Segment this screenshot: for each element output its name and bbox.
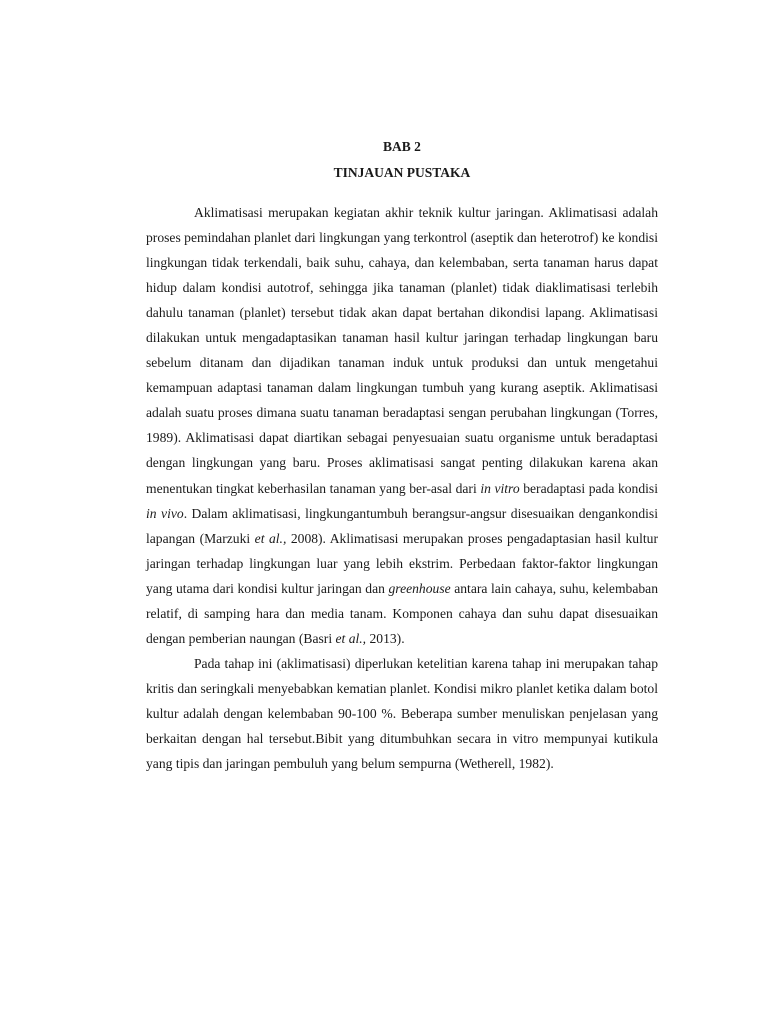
text-segment: . Dalam aklimatisasi, lingkungantumbuh berangsur-angsur disesuaikan dengankondisi lapangan (Marzuki — [146, 505, 658, 546]
document-page — [146, 134, 658, 776]
text-segment: 2008). Aklimatisasi merupakan proses pengadaptasian hasil kultur jaringan terhadap lingkungan luar yang lebih ekstrim. Perbedaan faktor-faktor lingkungan yang utama dari kondisi kultur jaringan dan — [146, 530, 658, 596]
text-segment: 2013). — [366, 630, 405, 646]
italic-term: et al., — [335, 630, 367, 646]
text-segment: beradaptasi pada kondisi — [519, 480, 658, 496]
italic-term: in vivo — [146, 505, 184, 521]
paragraph-2 — [146, 651, 658, 776]
chapter-number: BAB 2 — [383, 139, 421, 154]
text-segment: antara lain cahaya, suhu, kelembaban relatif, di samping hara dan media tanam. Komponen cahaya dan suhu dapat disesuaikan dengan pemberian naungan (Basri — [146, 580, 658, 646]
paragraph-1 — [146, 200, 658, 651]
chapter-title: TINJAUAN PUSTAKA — [333, 165, 471, 180]
italic-term: in vitro — [480, 480, 520, 496]
italic-term: greenhouse — [388, 580, 451, 596]
text-segment: Aklimatisasi merupakan kegiatan akhir teknik kultur jaringan. Aklimatisasi adalah proses pemindahan planlet dari lingkungan yang terkontrol (aseptik dan heterotrof) ke kondisi lingkungan tidak terkendali, baik suhu, cahaya, dan kelembaban, serta tanaman harus dapat hidup dalam kondisi autotrof, sehingga jika tanaman (planlet) tidak diaklimatisasi terlebih dahulu tanaman (planlet) tersebut tidak akan dapat bertahan dikondisi lapang. Aklimatisasi dilakukan untuk mengadaptasikan tanaman hasil kultur jaringan terhadap lingkungan baru sebelum ditanam dan dijadikan tanaman induk untuk produksi dan untuk mengetahui kemampuan adaptasi tanaman dalam lingkungan tumbuh yang kurang aseptik. Aklimatisasi adalah suatu proses dimana suatu tanaman beradaptasi sengan perubahan lingkungan (Torres, 1989). Aklimatisasi dapat diartikan sebagai penyesuaian suatu organisme untuk beradaptasi dengan lingkungan yang baru. Proses aklimatisasi sangat penting dilakukan karena akan menentukan tingkat keberhasilan tanaman yang ber-asal dari — [146, 205, 658, 496]
italic-term: et al., — [254, 530, 287, 546]
text-segment: Pada tahap ini (aklimatisasi) diperlukan ketelitian karena tahap ini merupakan tahap kritis dan seringkali menyebabkan kematian planlet. Kondisi mikro planlet ketika dalam botol kultur adalah dengan kelembaban 90-100 %. Beberapa sumber menuliskan penjelasan yang berkaitan dengan hal tersebut.Bibit yang ditumbuhkan secara in vitro mempunyai kutikula yang tipis dan jaringan pembuluh yang belum sempurna (Wetherell, 1982). — [146, 655, 658, 772]
